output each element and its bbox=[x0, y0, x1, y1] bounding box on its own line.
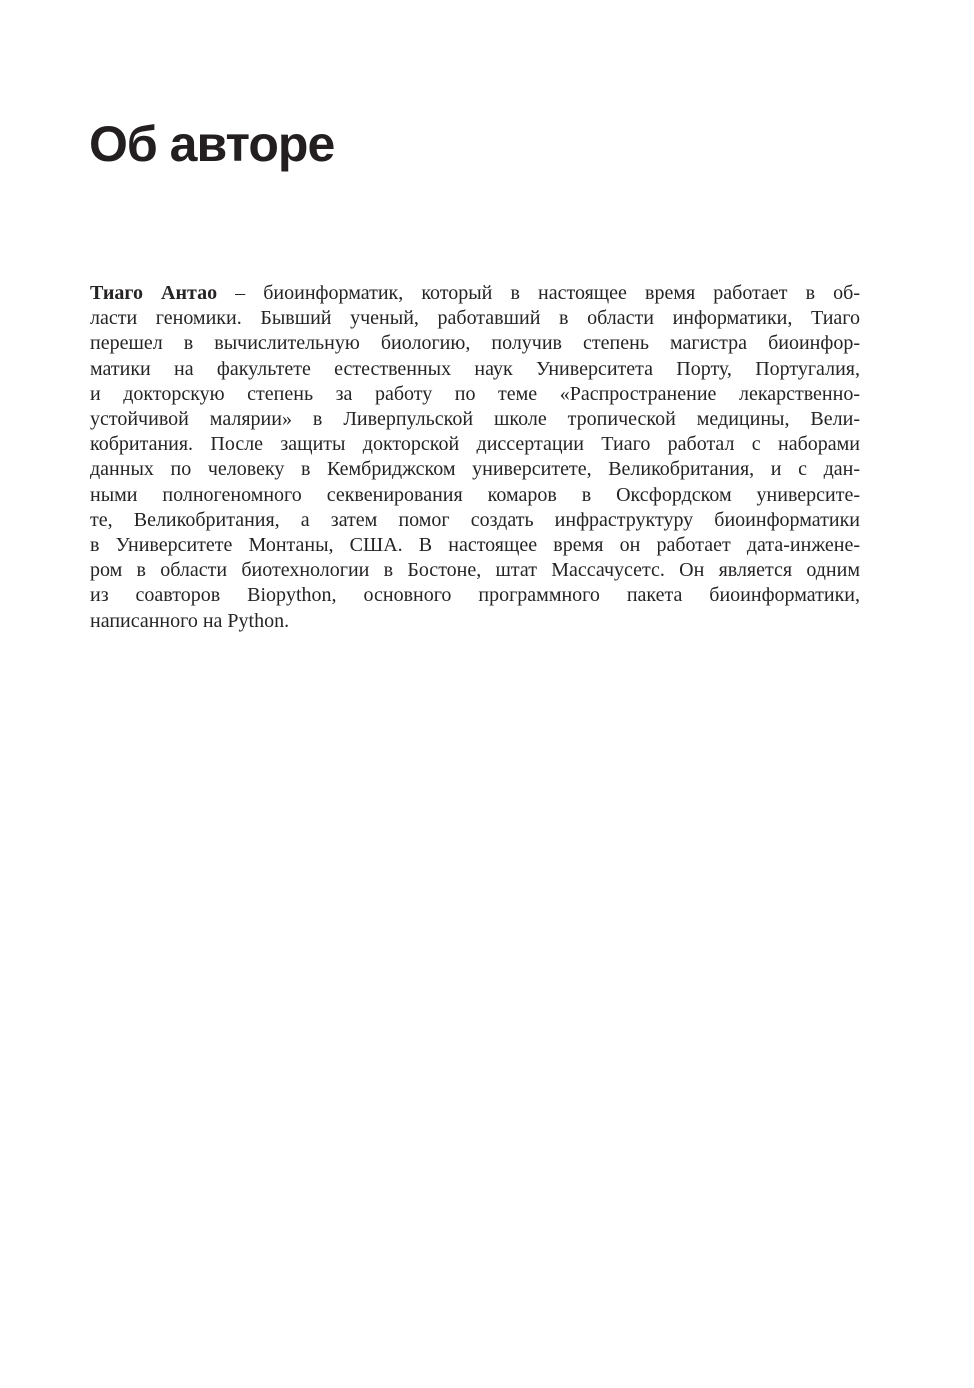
paragraph-line: ласти геномики. Бывший ученый, работавший в области информатики, Тиаго bbox=[90, 307, 860, 330]
paragraph-line: перешел в вычислительную биологию, получив степень магистра биоинфор- bbox=[90, 332, 860, 355]
paragraph-line: и докторскую степень за работу по теме «Распространение лекарственно- bbox=[90, 382, 860, 405]
author-name: Тиаго Антао bbox=[90, 282, 218, 304]
paragraph-line: данных по человеку в Кембриджском университете, Великобритания, и с дан- bbox=[90, 458, 860, 481]
paragraph-line: устойчивой малярии» в Ливерпульской школе тропической медицины, Вели- bbox=[90, 408, 860, 431]
paragraph-line: написанного на Python. bbox=[90, 609, 290, 632]
paragraph-line: из соавторов Biopython, основного программного пакета биоинформатики, bbox=[90, 584, 860, 607]
about-author-paragraph bbox=[90, 281, 860, 634]
paragraph-line: кобритания. После защиты докторской диссертации Тиаго работал с наборами bbox=[90, 433, 860, 456]
paragraph-line: ными полногеномного секвенирования комаров в Оксфордском университе- bbox=[90, 483, 860, 506]
paragraph-line: матики на факультете естественных наук Университета Порту, Португалия, bbox=[90, 357, 860, 380]
page-title: Об авторе bbox=[89, 116, 335, 172]
paragraph-line: те, Великобритания, а затем помог создать инфраструктуру биоинформатики bbox=[90, 508, 860, 531]
paragraph-line: ром в области биотехнологии в Бостоне, штат Массачусетс. Он является одним bbox=[90, 559, 860, 582]
paragraph-line bbox=[90, 281, 860, 306]
paragraph-line: в Университете Монтаны, США. В настоящее время он работает дата-инжене- bbox=[90, 534, 860, 557]
paragraph-line-text: – биоинформатик, который в настоящее время работает в об- bbox=[217, 282, 861, 304]
